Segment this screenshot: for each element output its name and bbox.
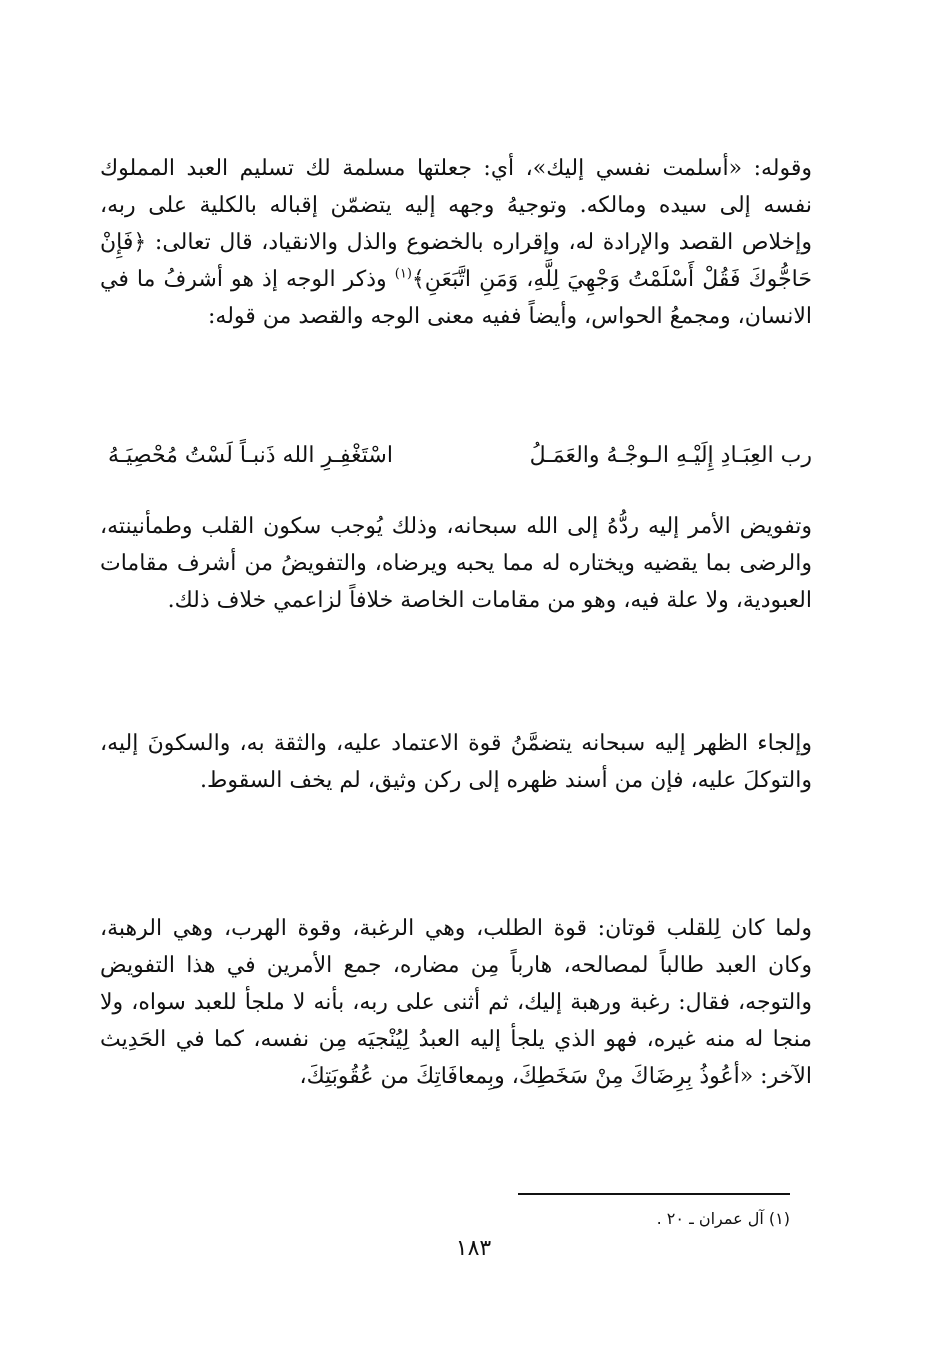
footnote-divider xyxy=(518,1193,790,1195)
verse-hemistich-2: اسْتَغْفِـرِ الله ذَنبـاً لَسْتُ مُحْصِيَـهُ xyxy=(108,443,393,468)
poetry-verse xyxy=(100,438,812,474)
footnote-marker: (١) xyxy=(394,266,412,282)
footnote: (١) آل عمران ـ ٢٠ . xyxy=(656,1209,790,1228)
paragraph-4: ولما كان لِلقلب قوتان: قوة الطلب، وهي الرغبة، وقوة الهرب، وهي الرهبة، وكان العبد طالباً لمصالحه، هارباً مِن مضاره، جمع الأمرين في هذا التفويض والتوجه، فقال: رغبة ورهبة إليك، ثم أثنى على ربه، بأنه لا ملجأ للعبد سواه، ولا منجا له منه غيره، فهو الذي يلجأ إليه العبدُ لِيُنْجيَه مِن نفسه، كما في الحَدِيث الآخر: «أعُوذُ بِرِضَاكَ مِنْ سَخَطِكَ، وبِمعافَاتِكَ من عُقُوبَتِكَ، xyxy=(100,916,813,1089)
paragraph-2: وتفويض الأمر إليه ردُّهُ إلى الله سبحانه، وذلك يُوجب سكون القلب وطمأنينته، والرضى بما يقضيه ويختاره له مما يحبه ويرضاه، والتفويضُ من أشرف مقامات العبودية، ولا علة فيه، وهو من مقامات الخاصة خلافاً لزاعمي خلاف ذلك. xyxy=(100,514,812,613)
paragraph-1-tail: وذكر الوجه إذ هو أشرفُ ما في الانسان، ومجمعُ الحواس، وأيضاً ففيه معنى الوجه والقصد من قوله: xyxy=(100,267,812,329)
verse-hemistich-1: رب العِبَـادِ إِلَيْـهِ الـوجْـهُ والعَمَـلُ xyxy=(529,443,812,468)
paragraph-1 xyxy=(100,150,812,335)
paragraph-3: وإلجاء الظهر إليه سبحانه يتضمَّنُ قوة الاعتماد عليه، والثقة به، والسكونَ إليه، والتوكلَ عليه، فإن من أسند ظهره إلى ركن وثيق، لم يخف السقوط. xyxy=(100,731,812,793)
page-number: ١٨٣ xyxy=(455,1236,492,1261)
paragraph-1-text: وقوله: «أسلمت نفسي إليك»، أي: جعلتها مسلمة لك تسليم العبد المملوك نفسه إلى سيده ومالكه. وتوجيهُ وجهه إليه يتضمّن إقباله بالكلية على ربه، وإخلاص القصد والإرادة له، وإقراره بالخضوع والذل والانقياد، قال تعالى: ﴿فَإِنْ حَاجُّوكَ فَقُلْ أَسْلَمْتُ وَجْهِيَ لِلَّهِ، وَمَنِ اتَّبَعَنِ﴾ xyxy=(100,156,812,292)
